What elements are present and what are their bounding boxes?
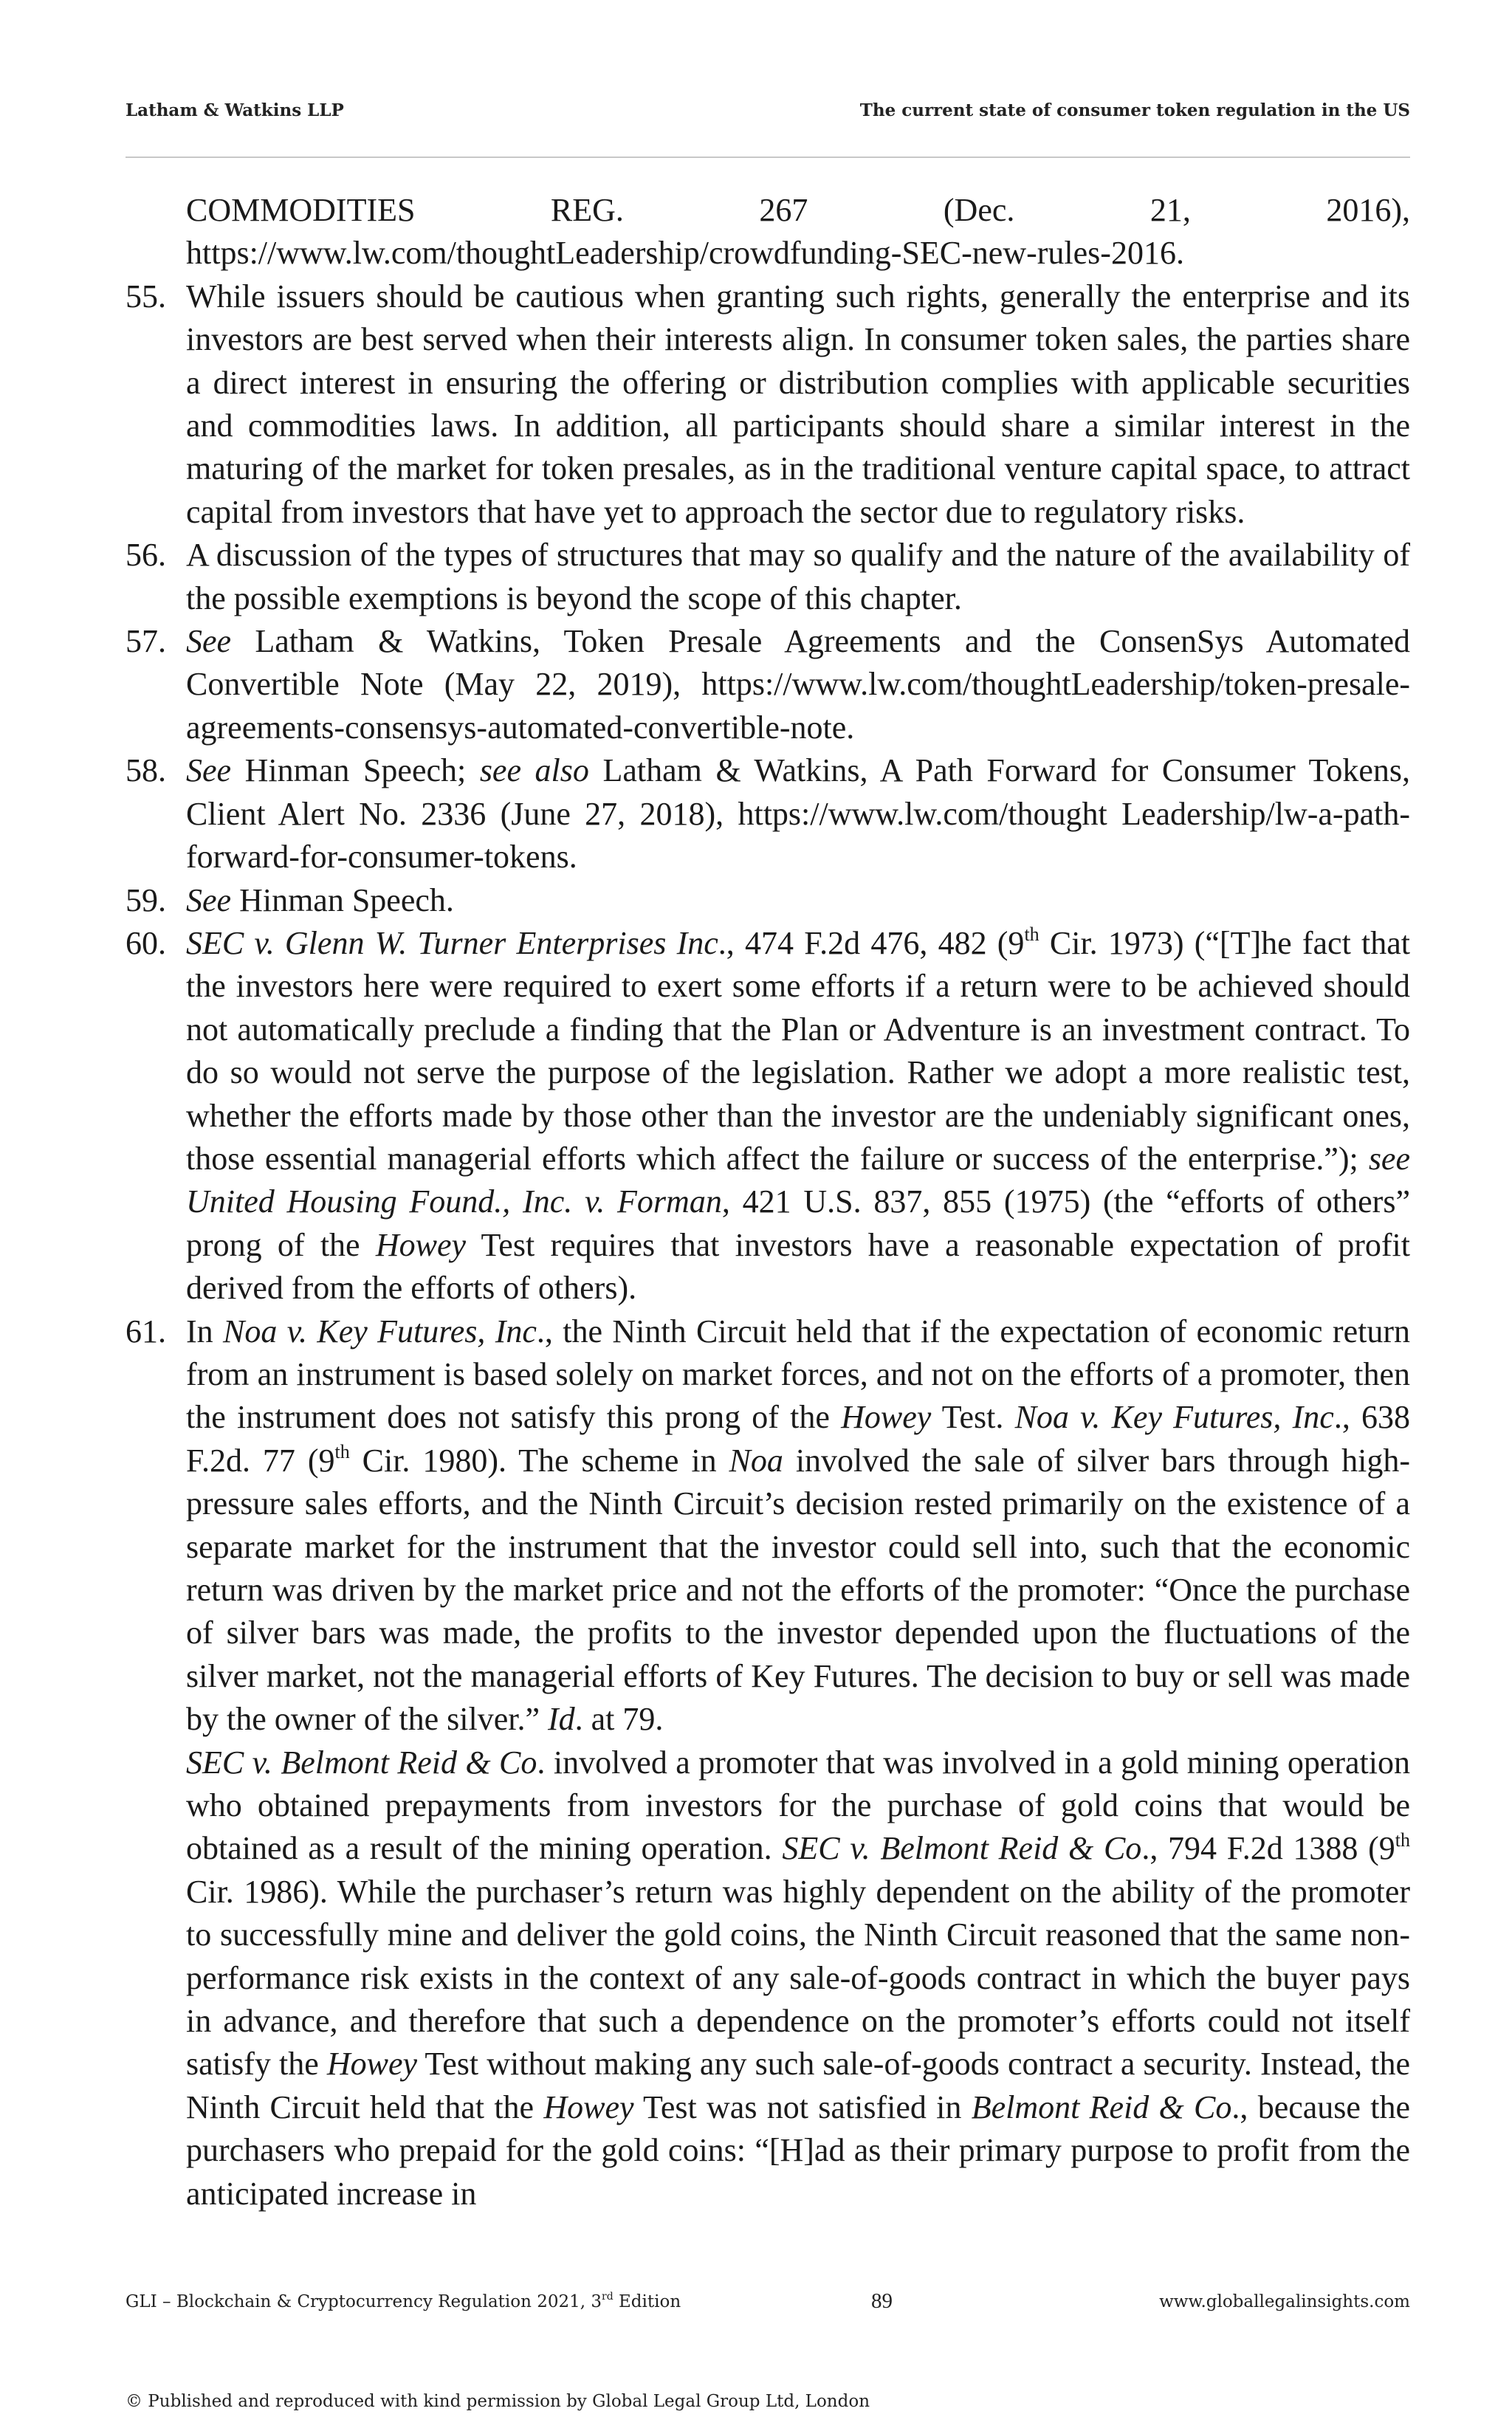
case-name: Howey (326, 2046, 418, 2083)
case-name: see United Housing Found., Inc. v. Forman (186, 1140, 1410, 1220)
case-name: Howey (543, 2088, 634, 2125)
signal-see: See (186, 881, 232, 918)
case-name: SEC v. Glenn W. Turner Enterprises Inc (186, 924, 718, 961)
header-divider (126, 157, 1410, 158)
footer-publication (126, 2292, 681, 2311)
signal-see: See (186, 752, 232, 789)
endnote-text: Cir. 1986). While the purchaser’s return was highly dependent on the ability of the promoter to successfully mine and deliver the gold coins, the Ninth Circuit reasoned that the same non-performance risk exists in the context of any sale-of-goods contract in which the buyer pays in advance, and therefore that such a dependence on the promoter’s efforts could not itself satisfy the (186, 1873, 1410, 2083)
endnote-text: . involved a promoter that was involved in a gold mining operation who obtained prepayments from investors for the purchase of gold coins that would be obtained as a result of the mining operation. (186, 1744, 1410, 1867)
endnote-text: In (186, 1313, 224, 1349)
case-name: Howey (375, 1226, 467, 1263)
endnote-text: Latham & Watkins, Token Presale Agreements and the ConsenSys Automated Convertible Note (May 22, 2019), https://www.lw.com/thoughtLeadership/token-presale-agreements-consensys-automated-convertible-note. (186, 623, 1410, 746)
endnote-text: involved the sale of silver bars through high-pressure sales efforts, and the Ninth Circuit’s decision rested primarily on the existence of a separate market for the instrument that the investor could sell into, such that the economic return was driven by the market price and not the efforts of the promoter: “Once the purchase of silver bars was made, the profits to the investor depended upon the fluctuations of the silver market, not the managerial efforts of Key Futures. The decision to buy or sell was made by the owner of the silver.” (186, 1442, 1410, 1738)
endnote-text: ., 474 F.2d 476, 482 (9 (718, 924, 1025, 961)
case-name: Noa (729, 1442, 783, 1479)
footer-publication-text: GLI – Blockchain & Cryptocurrency Regulation 2021, 3 (126, 2292, 602, 2311)
case-name: SEC v. Belmont Reid & Co (186, 1744, 537, 1781)
copyright-notice: © Published and reproduced with kind permission by Global Legal Group Ltd, London (126, 2392, 870, 2411)
endnote-text: Cir. 1973) (“[T]he fact that the investors here were required to exert some efforts if a return were to be achieved should not automatically preclude a finding that the Plan or Adventure is an investment contract. To do so would not serve the purpose of the legislation. Rather we adopt a more realistic test, whether the efforts made by those other than the investor are the undeniably significant ones, those essential managerial efforts which affect the failure or success of the enterprise.”); (186, 924, 1410, 1177)
endnote-54-continued (126, 189, 1410, 275)
endnote-number: 57. (126, 623, 166, 660)
endnote-number: 58. (126, 752, 166, 789)
case-name: Noa v. Key Futures, Inc (223, 1313, 537, 1349)
ordinal-suffix: th (1024, 924, 1040, 946)
endnote-61 (126, 1310, 1410, 1741)
running-header (126, 94, 1410, 127)
endnote-number: 55. (126, 278, 166, 314)
endnote-text: ., the Ninth Circuit held that if the expectation of economic return from an instrument is based solely on market forces, and not on the efforts of a promoter, then the instrument does not satisfy this prong of the (186, 1313, 1410, 1436)
endnote-56 (126, 534, 1410, 620)
case-name: SEC v. Belmont Reid & Co (782, 1830, 1142, 1867)
endnote-text: Latham & Watkins, A Path Forward for Consumer Tokens, Client Alert No. 2336 (June 27, 2018), https://www.lw.com/thought Leadership/lw-a-path-forward-for-consumer-tokens. (186, 752, 1411, 876)
signal-see-also: see also (479, 752, 589, 789)
endnote-57 (126, 620, 1410, 749)
running-footer (126, 2289, 1410, 2322)
endnote-text: Cir. 1980). The scheme in (349, 1442, 729, 1479)
ordinal-suffix: th (334, 1441, 350, 1463)
endnote-text: . at 79. (574, 1701, 664, 1738)
endnote-59 (126, 879, 1410, 922)
endnote-58 (126, 749, 1410, 878)
signal-see: See (186, 623, 232, 660)
endnote-number: 60. (126, 924, 166, 961)
endnote-text: ., 794 F.2d 1388 (9 (1141, 1830, 1395, 1867)
footer-publication-text: Edition (613, 2292, 681, 2311)
endnote-text: While issuers should be cautious when granting such rights, generally the enterprise and its investors are best served when their interests align. In consumer token sales, the parties share a direct interest in ensuring the offering or distribution complies with applicable securities and commodities laws. In addition, all participants should share a similar interest in the maturing of the market for token presales, as in the traditional venture capital space, to attract capital from investors that have yet to approach the sector due to regulatory risks. (186, 278, 1410, 530)
endnote-text: , 421 U.S. 837, 855 (1975) (the “efforts of others” prong of the (186, 1183, 1410, 1263)
endnote-text: Hinman Speech; (231, 752, 480, 789)
endnote-text: ., because the purchasers who prepaid for the gold coins: “[H]ad as their primary purpose to profit from the anticipated increase in (186, 2088, 1410, 2212)
endnote-text: Hinman Speech. (231, 881, 454, 918)
case-name: Belmont Reid & Co (971, 2088, 1232, 2125)
endnote-text: A discussion of the types of structures that may so qualify and the nature of the availability of the possible exemptions is beyond the scope of this chapter. (186, 537, 1410, 616)
case-name: Noa v. Key Futures, Inc (1014, 1399, 1334, 1436)
endnote-number: 56. (126, 537, 166, 574)
endnote-text: Test was not satisfied in (633, 2088, 972, 2125)
endnote-number: 61. (126, 1313, 166, 1349)
header-chapter-title: The current state of consumer token regulation in the US (859, 100, 1410, 120)
page-number: 89 (871, 2289, 893, 2313)
endnote-number: 59. (126, 881, 166, 918)
ordinal-suffix: th (1395, 1829, 1411, 1851)
footer-website: www.globallegalinsights.com (1159, 2292, 1410, 2311)
endnote-text: ., 638 F.2d. 77 (9 (186, 1399, 1411, 1479)
edition-ordinal-suffix: rd (602, 2291, 614, 2303)
endnotes (126, 189, 1410, 2215)
header-firm-name: Latham & Watkins LLP (126, 100, 344, 120)
endnote-text: Test. (931, 1399, 1015, 1436)
endnote-61-paragraph-2 (126, 1741, 1410, 2215)
case-name: Howey (841, 1399, 932, 1436)
endnote-text: Test requires that investors have a reasonable expectation of profit derived from the efforts of others). (186, 1226, 1410, 1307)
endnote-text: Test without making any such sale-of-goods contract a security. Instead, the Ninth Circuit held that the (186, 2046, 1410, 2125)
endnote-55 (126, 275, 1410, 534)
endnote-text: COMMODITIES REG. 267 (Dec. 21, 2016), https://www.lw.com/thoughtLeadership/crowdfunding-SEC-new-rules-2016. (186, 192, 1410, 272)
endnote-60 (126, 922, 1410, 1310)
case-name: Id (547, 1701, 575, 1738)
